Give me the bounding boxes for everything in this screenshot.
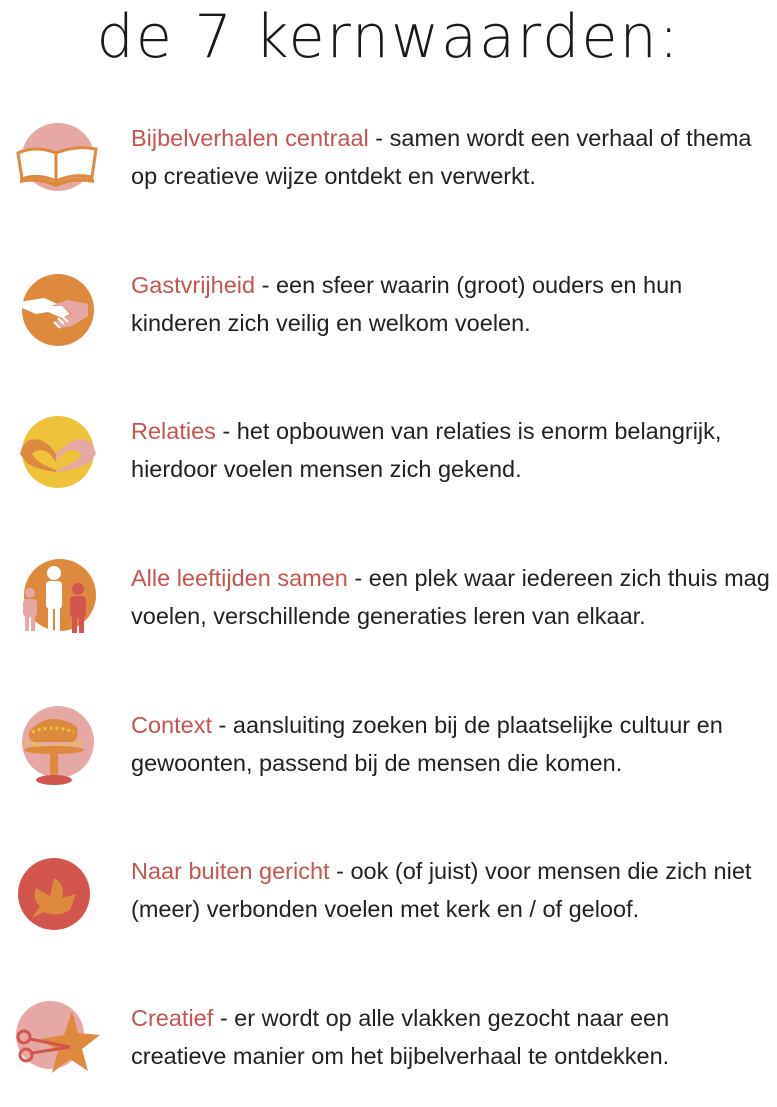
value-description: - ook (of juist) voor mensen die zich niet (meer) verbonden voelen met kerk en / of geloof. bbox=[131, 858, 752, 922]
value-description: - aansluiting zoeken bij de plaatselijke cultuur en gewoonten, passend bij de mensen die komen. bbox=[131, 712, 723, 776]
page-title: de 7 kernwaarden: bbox=[96, 2, 681, 72]
value-keyword: Gastvrijheid bbox=[131, 272, 256, 298]
value-item-alle-leeftijden bbox=[0, 557, 777, 667]
value-text bbox=[131, 266, 771, 342]
value-item-gastvrijheid bbox=[0, 264, 777, 374]
value-keyword: Alle leeftijden samen bbox=[131, 565, 348, 591]
value-description: - een plek waar iedereen zich thuis mag voelen, verschillende generaties leren van elkaar. bbox=[131, 565, 770, 629]
handshake-icon bbox=[10, 268, 102, 360]
value-item-bijbelverhalen bbox=[0, 117, 777, 227]
value-item-naar-buiten bbox=[0, 850, 777, 960]
value-keyword: Relaties bbox=[131, 418, 216, 444]
family-icon bbox=[10, 559, 102, 651]
dove-icon bbox=[10, 854, 102, 946]
value-keyword: Bijbelverhalen centraal bbox=[131, 125, 369, 151]
value-item-relaties bbox=[0, 410, 777, 520]
value-text bbox=[131, 706, 771, 782]
heart-hands-icon bbox=[10, 414, 102, 506]
value-text bbox=[131, 559, 771, 635]
value-text bbox=[131, 412, 771, 488]
scissors-star-icon bbox=[10, 999, 102, 1091]
open-book-icon bbox=[10, 119, 102, 211]
value-item-creatief bbox=[0, 997, 777, 1107]
value-keyword: Creatief bbox=[131, 1005, 214, 1031]
value-text bbox=[131, 119, 771, 195]
value-keyword: Context bbox=[131, 712, 212, 738]
value-text bbox=[131, 852, 771, 928]
value-description: - een sfeer waarin (groot) ouders en hun kinderen zich veilig en welkom voelen. bbox=[131, 272, 683, 336]
value-description: - het opbouwen van relaties is enorm belangrijk, hierdoor voelen mensen zich gekend. bbox=[131, 418, 722, 482]
value-description: - er wordt op alle vlakken gezocht naar een creatieve manier om het bijbelverhaal te ontdekken. bbox=[131, 1005, 670, 1069]
value-text bbox=[131, 999, 771, 1075]
value-keyword: Naar buiten gericht bbox=[131, 858, 330, 884]
cake-stand-icon bbox=[10, 706, 102, 798]
value-description: - samen wordt een verhaal of thema op creatieve wijze ontdekt en verwerkt. bbox=[131, 125, 752, 189]
value-item-context bbox=[0, 704, 777, 814]
